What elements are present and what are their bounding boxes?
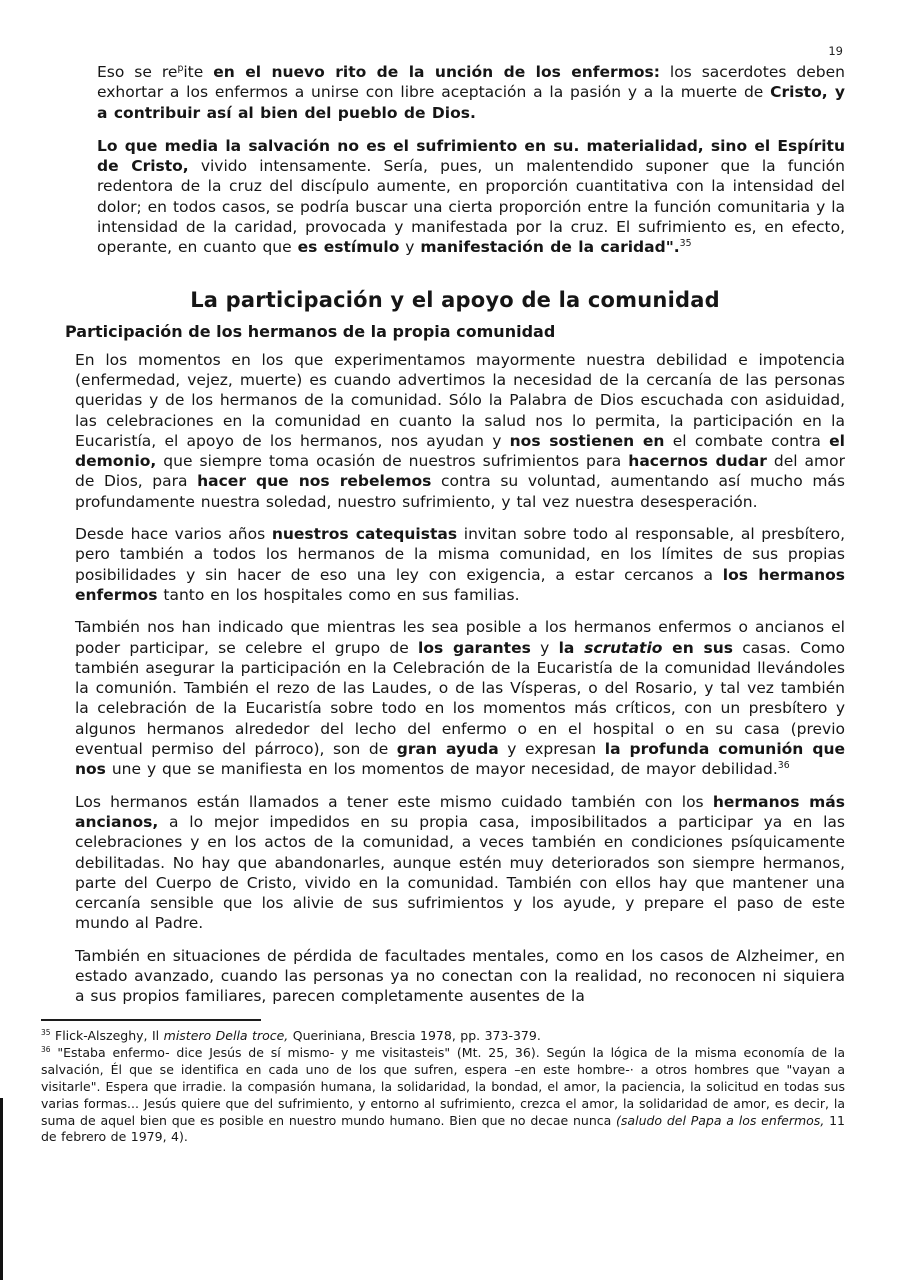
paragraph-6: Los hermanos están llamados a tener este mismo cuidado también con los hermanos más ancianos, a lo mejor impedidos en su propia casa, imposibilitados a participar ya en las celebraciones y en los actos de la comunidad, a veces también en condiciones psíquicamente debilitadas. No hay que abandonarles, aunque estén muy deteriorados son siempre hermanos, parte del Cuerpo de Cristo, vivido en la comunidad. También con ellos hay que mantener una cercanía sensible que los alivie de sus sufrimientos y los ayude, y prepare el paso de este mundo al Padre. — [75, 792, 845, 933]
quote-paragraph-2: Lo que media la salvación no es el sufrimiento en su. materialidad, sino el Espíritu de Cristo, vivido intensamente. Sería, pues, un malentendido suponer que la función redentora de la cruz del discípulo aumente, en proporción cuantitativa con la intensidad del dolor; en todos casos, se podría buscar una cierta proporción entre la función comunitaria y la intensidad de la caridad, provocada y manifestada por la cruz. El sufrimiento es, en efecto, operante, en cuanto que es estímulo y manifestación de la caridad".$^{35}$ — [97, 136, 845, 257]
footnote-separator — [41, 1019, 261, 1021]
page-number: 19 — [828, 44, 843, 58]
paragraph-5: También nos han indicado que mientras les sea posible a los hermanos enfermos o ancianos el poder participar, se celebre el grupo de los garantes y la scrutatio en sus casas. Como también asegurar la participación en la Celebración de la Eucaristía de la comunidad llevándoles la comunión. También el rezo de las Laudes, o de las Vísperas, o del Rosario, y tal vez también la celebración de la Eucaristía sobre todo en los momentos más críticos, con un presbítero y algunos hermanos alrededor del lecho del enfermo o en el hospital o en su casa (previo eventual permiso del párroco), son de gran ayuda y expresan la profunda comunión que nos une y que se manifiesta en los momentos de mayor necesidad, de mayor debilidad.$^{36}$ — [75, 618, 846, 779]
paragraph-4: Desde hace varios años nuestros catequistas invitan sobre todo al responsable, al presbítero, pero también a todos los hermanos de la misma comunidad, en los límites de sus propias posibilidades y sin hacer de eso una ley con exigencia, a estar cercanos a los hermanos enfermos tanto en los hospitales como en sus familias. — [75, 525, 845, 604]
paragraph-7: También en situaciones de pérdida de facultades mentales, como en los casos de Alzheimer, en estado avanzado, cuando las personas ya no conectan con la realidad, no reconocen ni siquiera a sus propios familiares, parecen completamente ausentes de la — [75, 946, 845, 1006]
section-title: La participación y el apoyo de la comunidad — [190, 287, 720, 312]
footnote-36: $^{36}$ "Estaba enfermo- dice Jesús de sí mismo- y me visitasteis" (Mt. 25, 36). Según la lógica de la misma economía de la salvación, Él que se identifica en cada uno de los que sufren, espera –en este hombre-· a otros hombres que "vayan a visitarle". Espera que irradie. la compasión humana, la solidaridad, la bondad, el amor, la paciencia, la solicitud en todas sus varias formas... Jesús quiere que del sufrimiento, y entorno al sufrimiento, crezca el amor, la solidaridad de amor, es decir, la suma de aquel bien que es posible en nuestro mundo humano. Bien que no decae nunca (saludo del Papa a los enfermos, 11 de febrero de 1979, 4). — [41, 1045, 845, 1145]
footnote-35: $^{35}$ Flick-Alszeghy, Il mistero Della troce, Queriniana, Brescia 1978, pp. 373-379. — [41, 1027, 541, 1043]
paragraph-3: En los momentos en los que experimentamos mayormente nuestra debilidad e impotencia (enfermedad, vejez, muerte) es cuando advertimos la necesidad de la cercanía de las personas queridas y de los hermanos de la comunidad. Sólo la Palabra de Dios escuchada con asiduidad, las celebraciones en la comunidad en cuanto la salud nos lo permita, la participación en la Eucaristía, el apoyo de los hermanos, nos ayudan y nos sostienen en el combate contra el demonio, que siempre toma ocasión de nuestros sufrimientos para hacernos dudar del amor de Dios, para hacer que nos rebelemos contra su voluntad, aumentando así mucho más profundamente nuestra soledad, nuestro sufrimiento, y tal vez nuestra desesperación. — [75, 350, 845, 511]
scan-edge-artifact — [0, 1098, 3, 1280]
footnotes-section — [41, 1019, 845, 1147]
subsection-title: Participación de los hermanos de la propia comunidad — [65, 321, 556, 341]
quote-paragraph-1: Eso se $re^pite$ en el nuevo rito de la unción de los enfermos: los sacerdotes deben exhortar a los enfermos a unirse con libre aceptación a la pasión y a la muerte de Cristo, y a contribuir así al bien del pueblo de Dios. — [97, 62, 846, 122]
